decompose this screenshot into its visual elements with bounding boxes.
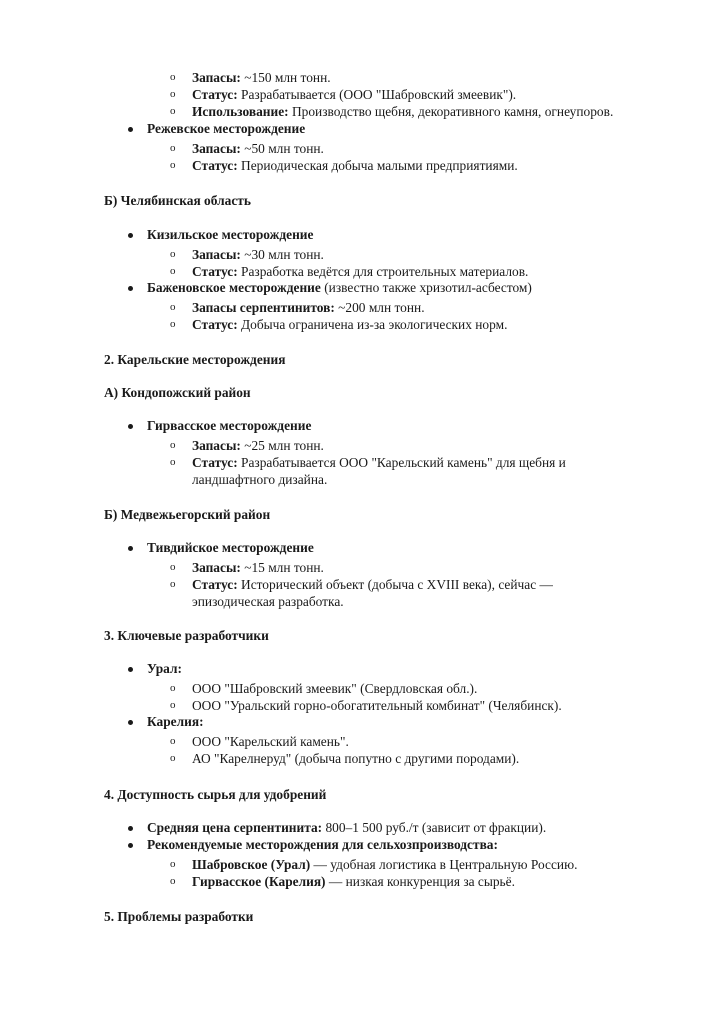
list-marker: o [170, 159, 176, 171]
list-marker: o [170, 858, 176, 870]
list-item: Статус: Периодическая добыча малыми предприятиями. [192, 158, 518, 173]
list-marker: o [170, 71, 176, 83]
list-item: ООО "Шабровский змеевик" (Свердловская обл.). [192, 681, 478, 696]
bullet [128, 826, 133, 831]
section-heading: 3. Ключевые разработчики [104, 628, 269, 643]
list-marker: o [170, 265, 176, 277]
list-item: Запасы: ~15 млн тонн. [192, 560, 324, 575]
group-title: Карелия: [147, 714, 204, 729]
section-heading: 5. Проблемы разработки [104, 909, 254, 924]
list-item: ООО "Карельский камень". [192, 734, 349, 749]
list-item: Запасы: ~50 млн тонн. [192, 141, 324, 156]
deposit-title: Режевское месторождение [147, 121, 306, 136]
section-heading: 2. Карельские месторождения [104, 352, 286, 367]
bullet [128, 667, 133, 672]
list-item: Средняя цена серпентинита: 800–1 500 руб./т (зависит от фракции). [147, 820, 547, 835]
list-marker: o [170, 248, 176, 260]
list-marker: o [170, 578, 176, 590]
bullet [128, 843, 133, 848]
list-item: Запасы: ~25 млн тонн. [192, 438, 324, 453]
bullet [128, 720, 133, 725]
deposit-title: Гирвасское месторождение [147, 418, 312, 433]
list-item: Использование: Производство щебня, декоративного камня, огнеупоров. [192, 104, 614, 119]
list-item: Запасы: ~30 млн тонн. [192, 247, 324, 262]
list-item: АО "Карелнеруд" (добыча попутно с другими породами). [192, 751, 520, 766]
bullet [128, 546, 133, 551]
list-marker: o [170, 88, 176, 100]
list-marker: o [170, 105, 176, 117]
deposit-title: Баженовское месторождение (известно также хризотил-асбестом) [147, 280, 532, 295]
list-item: Запасы: ~150 млн тонн. [192, 70, 331, 85]
group-title: Рекомендуемые месторождения для сельхозпроизводства: [147, 837, 498, 852]
list-marker: o [170, 142, 176, 154]
section-heading: А) Кондопожский район [104, 385, 251, 400]
list-marker: o [170, 456, 176, 468]
list-item: Шабровское (Урал) — удобная логистика в Центральную Россию. [192, 857, 578, 872]
bullet [128, 233, 133, 238]
list-marker: o [170, 301, 176, 313]
section-heading: 4. Доступность сырья для удобрений [104, 787, 327, 802]
list-marker: o [170, 875, 176, 887]
deposit-title: Кизильское месторождение [147, 227, 314, 242]
list-marker: o [170, 561, 176, 573]
section-heading: Б) Челябинская область [104, 193, 251, 208]
list-marker: o [170, 318, 176, 330]
list-item: ООО "Уральский горно-обогатительный комбинат" (Челябинск). [192, 698, 562, 713]
deposit-title: Тивдийское месторождение [147, 540, 314, 555]
list-item: Гирвасское (Карелия) — низкая конкуренция за сырьё. [192, 874, 515, 889]
bullet [128, 424, 133, 429]
list-item: Запасы серпентинитов: ~200 млн тонн. [192, 300, 425, 315]
list-item: Статус: Разрабатывается (ООО "Шабровский змеевик"). [192, 87, 517, 102]
list-marker: o [170, 752, 176, 764]
list-item: Статус: Исторический объект (добыча с XVIII века), сейчас — эпизодическая разработка. [192, 577, 553, 609]
bullet [128, 127, 133, 132]
list-item: Статус: Разработка ведётся для строительных материалов. [192, 264, 529, 279]
group-title: Урал: [147, 661, 182, 676]
list-marker: o [170, 699, 176, 711]
list-marker: o [170, 682, 176, 694]
list-marker: o [170, 439, 176, 451]
bullet [128, 286, 133, 291]
list-item: Статус: Добыча ограничена из-за экологических норм. [192, 317, 508, 332]
list-marker: o [170, 735, 176, 747]
list-item: Статус: Разрабатывается ООО "Карельский камень" для щебня и ландшафтного дизайна. [192, 455, 566, 487]
section-heading: Б) Медвежьегорский район [104, 507, 271, 522]
